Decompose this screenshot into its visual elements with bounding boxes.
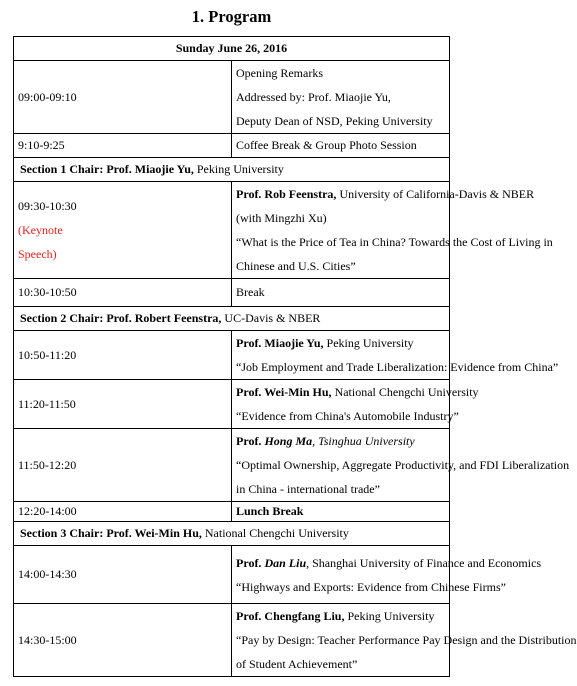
keynote-tag: (Keynote	[18, 223, 63, 237]
talk-title: “What is the Price of Tea in China? Towards the Cost of Living in	[236, 235, 553, 249]
program-table	[13, 36, 577, 677]
speaker-affiliation: Peking University	[323, 336, 414, 350]
page-title: 1. Program	[191, 7, 272, 26]
time-cell: 14:30-15:00	[14, 604, 232, 677]
talk-row	[14, 380, 450, 429]
section-chair	[14, 158, 450, 182]
time-cell	[14, 182, 232, 279]
content-cell	[232, 380, 479, 429]
content-cell	[232, 331, 559, 380]
section-affiliation: Peking University	[193, 162, 284, 176]
section-2-row	[14, 307, 450, 331]
speaker-line: Addressed by: Prof. Miaojie Yu,	[236, 90, 391, 104]
content-cell: Break	[232, 279, 450, 307]
time-cell: 14:00-14:30	[14, 546, 232, 604]
content-cell	[232, 604, 577, 677]
keynote-tag: Speech)	[18, 247, 57, 261]
speaker-affiliation: , Tsinghua University	[312, 434, 415, 448]
speaker-name: Dan Liu	[264, 555, 307, 570]
time-cell: 11:50-12:20	[14, 429, 232, 502]
talk-row	[14, 546, 450, 604]
speaker-prefix: Prof.	[236, 434, 265, 448]
section-chair	[14, 307, 450, 331]
section-affiliation: UC-Davis & NBER	[221, 311, 321, 325]
speaker-line	[236, 380, 479, 404]
speaker-name: Prof. Chengfang Liu,	[236, 609, 345, 623]
content-cell	[232, 429, 570, 502]
talk-title: “Optimal Ownership, Aggregate Productivity, and FDI Liberalization	[236, 458, 570, 472]
speaker-line	[236, 604, 445, 628]
coffee-row	[14, 134, 450, 158]
talk-title: “Highways and Exports: Evidence from Chinese Firms”	[236, 579, 506, 594]
speaker-affiliation: Peking University	[344, 609, 435, 623]
time-cell: 11:20-11:50	[14, 380, 232, 429]
talk-title: “Pay by Design: Teacher Performance Pay Design and the Distribution	[236, 633, 577, 647]
speaker-line	[236, 429, 445, 453]
coauthor-line: (with Mingzhi Xu)	[236, 211, 327, 225]
section-chair	[14, 522, 450, 546]
keynote-row	[14, 182, 450, 279]
talk-title: “Job Employment and Trade Liberalization: Evidence from China”	[236, 360, 559, 374]
content-cell	[232, 546, 542, 604]
opening-row	[14, 61, 450, 134]
speaker-prefix: Prof.	[236, 555, 265, 570]
time-cell: 9:10-9:25	[14, 134, 232, 158]
content-cell: Coffee Break & Group Photo Session	[232, 134, 450, 158]
speaker-name: Prof. Miaojie Yu,	[236, 336, 324, 350]
session-title: Opening Remarks	[236, 66, 323, 80]
section-label: Section 2 Chair: Prof. Robert Feenstra,	[20, 311, 222, 325]
speaker-affiliation: National Chengchi University	[331, 385, 479, 399]
speaker-affiliation: Deputy Dean of NSD, Peking University	[236, 114, 433, 128]
talk-title: in China - international trade”	[236, 482, 380, 496]
speaker-line	[236, 182, 535, 206]
talk-row	[14, 429, 450, 502]
time-cell: 10:30-10:50	[14, 279, 232, 307]
speaker-name: Hong Ma	[264, 434, 313, 448]
section-1-row	[14, 158, 450, 182]
day-header-row	[14, 37, 450, 61]
talk-row	[14, 331, 450, 380]
section-3-row	[14, 522, 450, 546]
talk-title: Chinese and U.S. Cities”	[236, 259, 356, 273]
speaker-name: Prof. Rob Feenstra,	[236, 187, 337, 201]
speaker-name: Prof. Wei-Min Hu,	[236, 385, 332, 399]
speaker-line	[236, 551, 542, 575]
section-affiliation: National Chengchi University	[201, 526, 349, 540]
break-row	[14, 279, 450, 307]
speaker-affiliation: University of California-Davis & NBER	[336, 187, 535, 201]
time-text: 09:30-10:30	[18, 199, 77, 213]
time-cell: 10:50-11:20	[14, 331, 232, 380]
section-label: Section 1 Chair: Prof. Miaojie Yu,	[20, 162, 194, 176]
speaker-affiliation: , Shanghai University of Finance and Economics	[306, 555, 542, 570]
content-cell	[232, 182, 553, 279]
talk-row	[14, 604, 450, 677]
talk-title: “Evidence from China's Automobile Industry”	[236, 409, 459, 423]
lunch-row	[14, 502, 450, 522]
day-header: Sunday June 26, 2016	[14, 37, 450, 61]
content-cell: Lunch Break	[232, 502, 450, 522]
time-cell: 12:20-14:00	[14, 502, 232, 522]
time-cell: 09:00-09:10	[14, 61, 232, 134]
speaker-line	[236, 331, 445, 355]
talk-title: of Student Achievement”	[236, 657, 358, 671]
content-cell	[232, 61, 450, 134]
section-label: Section 3 Chair: Prof. Wei-Min Hu,	[20, 526, 202, 540]
